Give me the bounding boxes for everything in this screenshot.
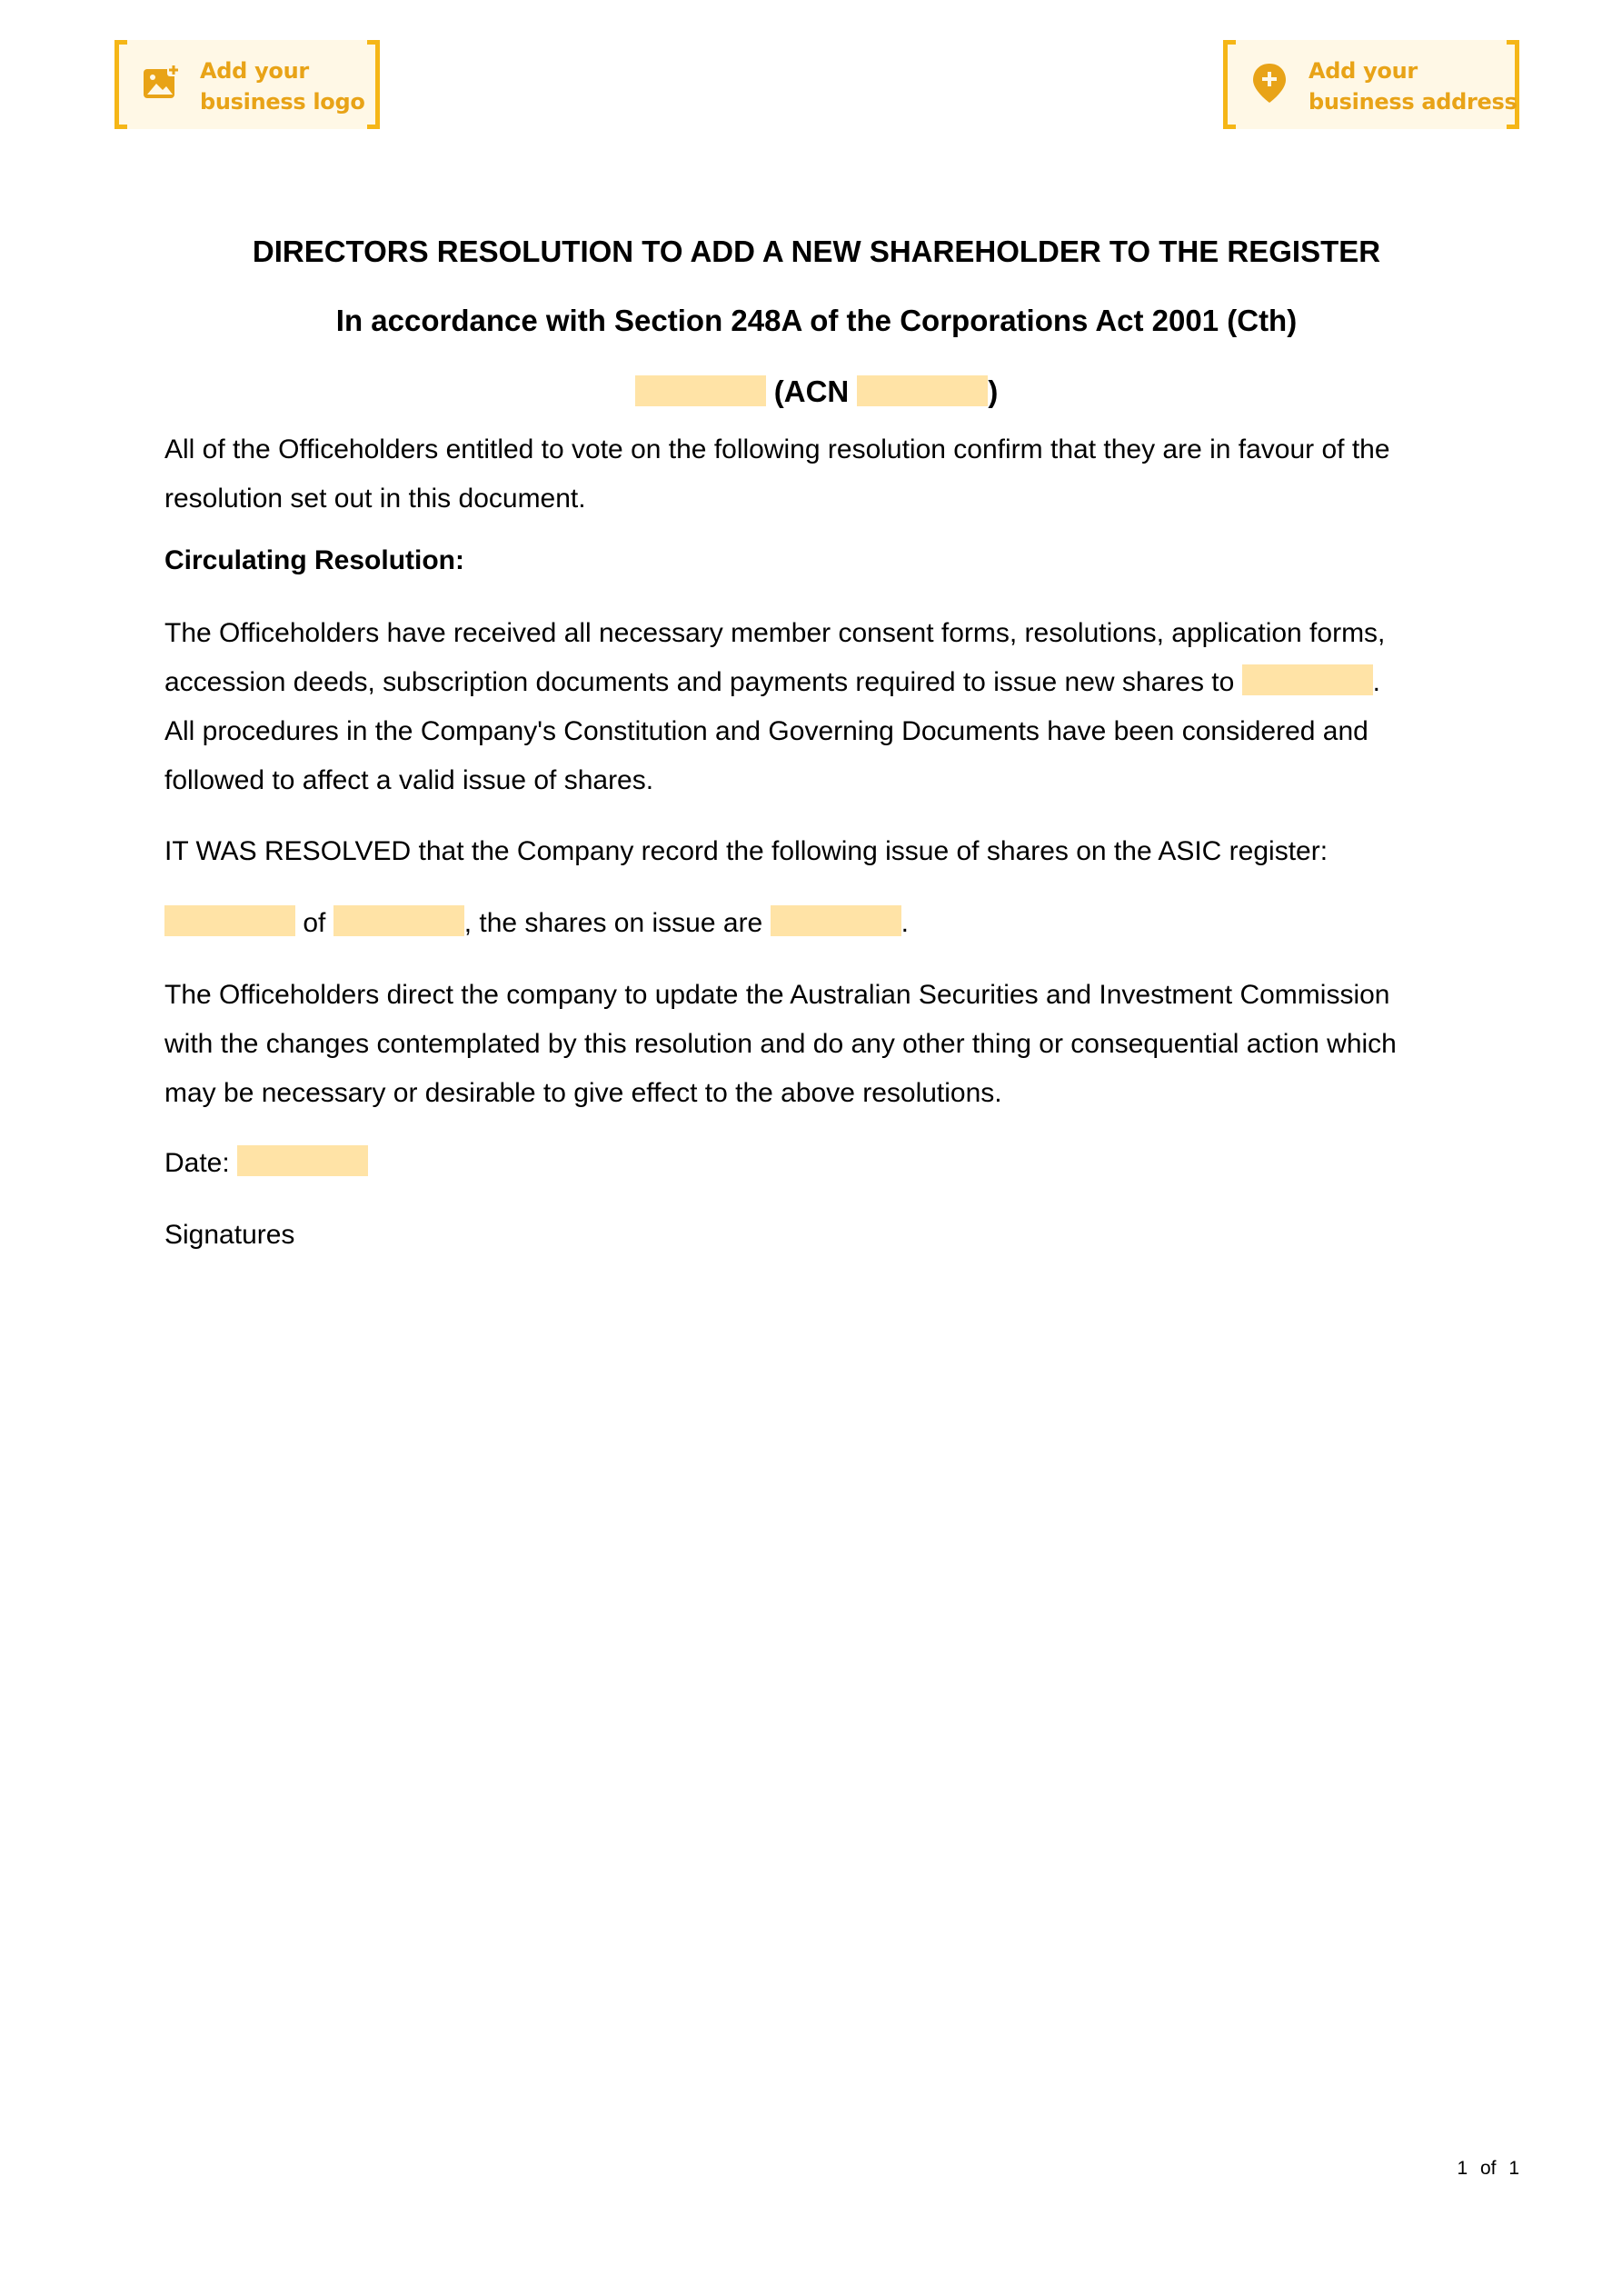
paragraph-line: followed to affect a valid issue of shares. bbox=[164, 765, 654, 795]
consent-paragraph bbox=[164, 609, 1473, 805]
date-line bbox=[164, 1139, 1473, 1188]
paragraph-line bbox=[164, 658, 1473, 707]
bracket-left bbox=[1223, 40, 1236, 129]
page-indicator: 1 of 1 bbox=[1457, 2158, 1519, 2179]
document-title: DIRECTORS RESOLUTION TO ADD A NEW SHAREHOLDER TO THE REGISTER bbox=[252, 235, 1381, 268]
share-class-field[interactable] bbox=[333, 905, 464, 936]
date-field[interactable] bbox=[237, 1145, 368, 1176]
address-placeholder-text: Add your business address bbox=[1309, 58, 1518, 115]
company-name-field[interactable] bbox=[635, 375, 766, 406]
map-pin-plus-icon bbox=[1249, 62, 1290, 104]
intro-paragraph bbox=[164, 425, 1473, 524]
acn-prefix: (ACN bbox=[773, 374, 850, 408]
of-text: of bbox=[303, 908, 326, 938]
bracket-right bbox=[367, 40, 380, 129]
new-shareholder-field[interactable] bbox=[1242, 664, 1373, 695]
document-subtitle: In accordance with Section 248A of the Corporations Act 2001 (Cth) bbox=[335, 304, 1298, 337]
paragraph-text: accession deeds, subscription documents and payments required to issue new shares to bbox=[164, 667, 1235, 697]
intro-line: resolution set out in this document. bbox=[164, 484, 586, 514]
share-quantity-field[interactable] bbox=[164, 905, 295, 936]
paragraph-line: with the changes contemplated by this resolution and do any other thing or consequential action which bbox=[164, 1029, 1397, 1059]
period: . bbox=[1372, 667, 1381, 697]
company-line bbox=[164, 367, 1468, 416]
asic-paragraph bbox=[164, 971, 1473, 1118]
resolved-statement: IT WAS RESOLVED that the Company record the following issue of shares on the ASIC register: bbox=[164, 836, 1328, 866]
shares-on-issue-field[interactable] bbox=[771, 905, 901, 936]
acn-suffix: ) bbox=[988, 374, 999, 408]
shares-on-issue-text: , the shares on issue are bbox=[463, 908, 763, 938]
paragraph-line: may be necessary or desirable to give effect to the above resolutions. bbox=[164, 1078, 1002, 1108]
shares-line bbox=[164, 899, 1473, 948]
intro-line: All of the Officeholders entitled to vote on the following resolution confirm that they are in favour of the bbox=[164, 434, 1390, 464]
period: . bbox=[901, 908, 909, 938]
circulating-resolution-heading: Circulating Resolution: bbox=[164, 545, 464, 575]
add-business-logo-button[interactable] bbox=[114, 40, 380, 129]
paragraph-line: The Officeholders have received all necessary member consent forms, resolutions, application forms, bbox=[164, 618, 1386, 648]
signatures-label: Signatures bbox=[164, 1220, 295, 1250]
paragraph-line: All procedures in the Company's Constitution and Governing Documents have been considered and bbox=[164, 716, 1368, 746]
acn-number-field[interactable] bbox=[857, 375, 988, 406]
bracket-left bbox=[114, 40, 127, 129]
image-add-icon bbox=[140, 62, 182, 104]
paragraph-line: The Officeholders direct the company to update the Australian Securities and Investment Commission bbox=[164, 980, 1390, 1010]
date-label: Date: bbox=[164, 1148, 230, 1178]
logo-placeholder-text: Add your business logo bbox=[200, 58, 365, 115]
add-business-address-button[interactable] bbox=[1223, 40, 1519, 129]
